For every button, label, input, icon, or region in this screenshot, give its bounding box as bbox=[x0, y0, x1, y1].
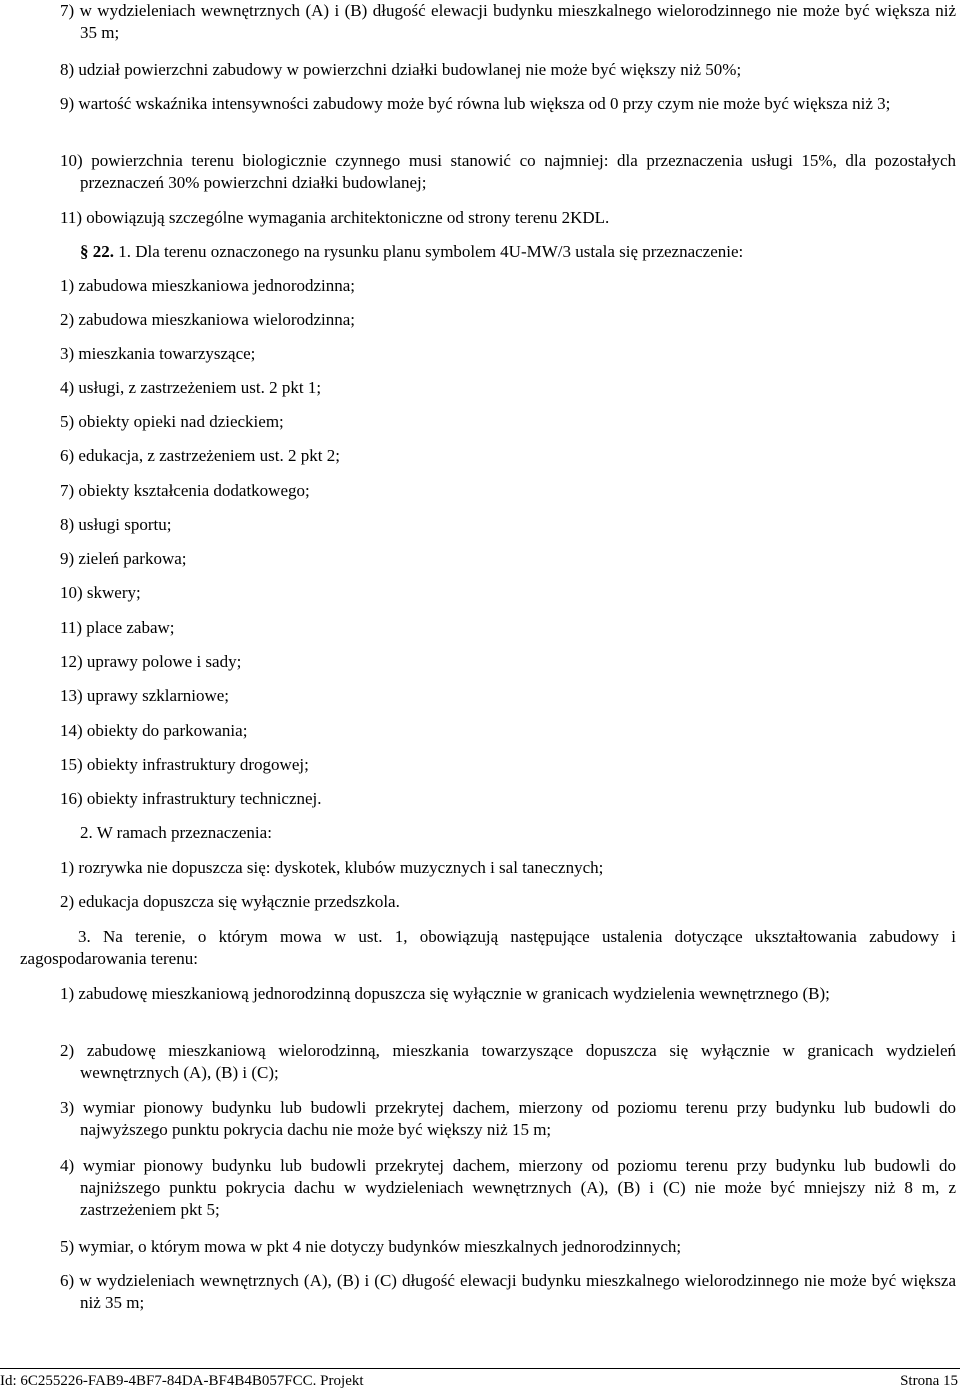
section-number: § 22. bbox=[80, 242, 114, 261]
footer-page-number: Strona 15 bbox=[900, 1373, 958, 1389]
para-2-item-1: 1) rozrywka nie dopuszcza się: dyskotek, klubów muzycznych i sal tanecznych; bbox=[60, 858, 604, 877]
para-2-item-2: 2) edukacja dopuszcza się wyłącznie przedszkola. bbox=[60, 892, 400, 911]
para-2-text: 2. W ramach przeznaczenia: bbox=[80, 823, 272, 842]
top-item-7: 7) w wydzieleniach wewnętrznych (A) i (B) długość elewacji budynku mieszkalnego wielorodzinnego nie może być większa niż 35 m; bbox=[60, 1, 956, 42]
section-22-para-1 bbox=[80, 241, 956, 263]
purpose-item-5: 5) obiekty opieki nad dzieckiem; bbox=[60, 412, 284, 431]
top-item-8: 8) udział powierzchni zabudowy w powierzchni działki budowlanej nie może być większy niż 50%; bbox=[60, 60, 742, 79]
purpose-item-4: 4) usługi, z zastrzeżeniem ust. 2 pkt 1; bbox=[60, 378, 322, 397]
footer-divider bbox=[0, 1368, 960, 1369]
para-3-item-1: 1) zabudowę mieszkaniową jednorodzinną dopuszcza się wyłącznie w granicach wydzielenia wewnętrznego (B); bbox=[60, 984, 830, 1003]
purpose-item-16: 16) obiekty infrastruktury technicznej. bbox=[60, 789, 322, 808]
purpose-item-2: 2) zabudowa mieszkaniowa wielorodzinna; bbox=[60, 310, 356, 329]
para-3-item-5: 5) wymiar, o którym mowa w pkt 4 nie dotyczy budynków mieszkalnych jednorodzinnych; bbox=[60, 1237, 682, 1256]
purpose-item-11: 11) place zabaw; bbox=[60, 618, 175, 637]
purpose-item-10: 10) skwery; bbox=[60, 583, 141, 602]
top-item-9: 9) wartość wskaźnika intensywności zabudowy może być równa lub większa od 0 przy czym nie może być większa niż 3; bbox=[60, 94, 891, 113]
para-1-lead: 1. bbox=[118, 242, 131, 261]
top-item-10: 10) powierzchnia terenu biologicznie czynnego musi stanowić co najmniej: dla przeznaczenia usługi 15%, dla pozostałych przeznaczeń 30% powierzchni działki budowlanej; bbox=[60, 151, 956, 192]
para-3-item-3: 3) wymiar pionowy budynku lub budowli przekrytej dachem, mierzony od poziomu terenu przy budynku lub budowli do najwyższego punktu pokrycia dachu nie może być większy niż 15 m; bbox=[60, 1098, 956, 1139]
purpose-item-12: 12) uprawy polowe i sady; bbox=[60, 652, 242, 671]
purpose-item-3: 3) mieszkania towarzyszące; bbox=[60, 344, 256, 363]
footer-document-id: Id: 6C255226-FAB9-4BF7-84DA-BF4B4B057FCC. Projekt bbox=[0, 1373, 364, 1389]
top-item-11: 11) obowiązują szczególne wymagania architektoniczne od strony terenu 2KDL. bbox=[60, 208, 610, 227]
purpose-item-6: 6) edukacja, z zastrzeżeniem ust. 2 pkt 2; bbox=[60, 446, 340, 465]
purpose-item-9: 9) zieleń parkowa; bbox=[60, 549, 187, 568]
para-1-text: Dla terenu oznaczonego na rysunku planu symbolem 4U-MW/3 ustala się przeznaczenie: bbox=[135, 242, 744, 261]
purpose-item-7: 7) obiekty kształcenia dodatkowego; bbox=[60, 481, 310, 500]
purpose-item-8: 8) usługi sportu; bbox=[60, 515, 172, 534]
para-3-item-4: 4) wymiar pionowy budynku lub budowli przekrytej dachem, mierzony od poziomu terenu przy budynku lub budowli do najniższego punktu pokrycia dachu w wydzieleniach wewnętrznych (A), (B) i (C) nie może być mniejszy niż 8 m, z zastrzeżeniem pkt 5; bbox=[60, 1156, 956, 1219]
purpose-item-1: 1) zabudowa mieszkaniowa jednorodzinna; bbox=[60, 276, 356, 295]
para-3-item-2: 2) zabudowę mieszkaniową wielorodzinną, mieszkania towarzyszące dopuszcza się wyłącznie w granicach wydzieleń wewnętrznych (A), (B) i (C); bbox=[60, 1041, 956, 1082]
para-3-text: 3. Na terenie, o którym mowa w ust. 1, obowiązują następujące ustalenia dotyczące ukształtowania zabudowy i zagospodarowania terenu: bbox=[20, 927, 956, 968]
purpose-item-15: 15) obiekty infrastruktury drogowej; bbox=[60, 755, 309, 774]
purpose-item-13: 13) uprawy szklarniowe; bbox=[60, 686, 230, 705]
purpose-item-14: 14) obiekty do parkowania; bbox=[60, 721, 248, 740]
para-3-item-6: 6) w wydzieleniach wewnętrznych (A), (B) i (C) długość elewacji budynku mieszkalnego wielorodzinnego nie może być większa niż 35 m; bbox=[60, 1271, 956, 1312]
